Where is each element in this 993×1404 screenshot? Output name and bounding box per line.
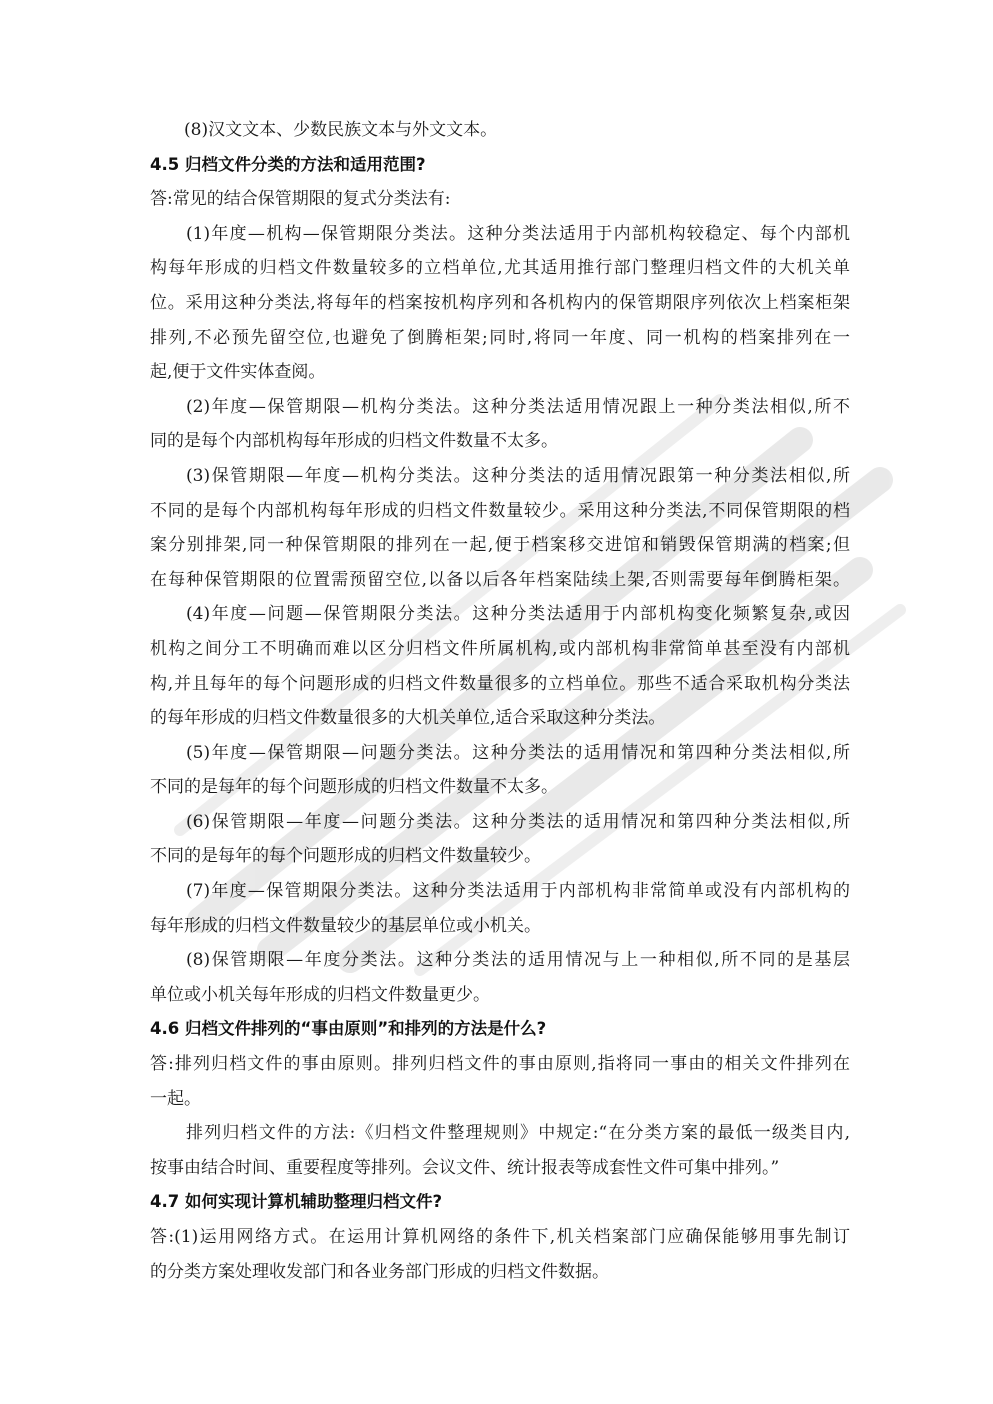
paragraph-line: 排列归档文件的方法:《归档文件整理规则》中规定:“在分类方案的最低一级类目内, (186, 1123, 850, 1144)
paragraph-line: (3)保管期限—年度—机构分类法。这种分类法的适用情况跟第一种分类法相似,所 (186, 465, 850, 486)
paragraph-line: 排列,不必预先留空位,也避免了倒腾柜架;同时,将同一年度、同一机构的档案排列在一 (150, 327, 850, 348)
paragraph-line: 答:排列归档文件的事由原则。排列归档文件的事由原则,指将同一事由的相关文件排列在 (150, 1054, 850, 1075)
paragraph-line: 起,便于文件实体查阅。 (150, 362, 326, 383)
paragraph-line: 答:(1)运用网络方式。在运用计算机网络的条件下,机关档案部门应确保能够用事先制订 (150, 1227, 850, 1247)
paragraph-line: 构,并且每年的每个问题形成的归档文件数量很多的立档单位。那些不适合采取机构分类法 (150, 673, 850, 694)
paragraph-line: 一起。 (150, 1088, 201, 1109)
paragraph-line: 单位或小机关每年形成的归档文件数量更少。 (150, 984, 490, 1005)
paragraph-line: 位。采用这种分类法,将每年的档案按机构序列和各机构内的保管期限序列依次上档案柜架 (150, 292, 850, 313)
paragraph-line: (4)年度—问题—保管期限分类法。这种分类法适用于内部机构变化频繁复杂,或因 (186, 604, 850, 625)
paragraph-line: 不同的是每年的每个问题形成的归档文件数量不太多。 (150, 777, 558, 798)
paragraph-line: (2)年度—保管期限—机构分类法。这种分类法适用情况跟上一种分类法相似,所不 (186, 396, 850, 417)
paragraph-line: 的每年形成的归档文件数量很多的大机关单位,适合采取这种分类法。 (150, 708, 666, 729)
section-heading: 4.5 归档文件分类的方法和适用范围? (150, 154, 426, 174)
paragraph-line: (7)年度—保管期限分类法。这种分类法适用于内部机构非常简单或没有内部机构的 (186, 881, 850, 902)
paragraph-line: 不同的是每个内部机构每年形成的归档文件数量较少。采用这种分类法,不同保管期限的档 (150, 500, 850, 521)
paragraph-line: 同的是每个内部机构每年形成的归档文件数量不太多。 (150, 431, 558, 452)
section-heading: 4.7 如何实现计算机辅助整理归档文件? (150, 1192, 443, 1212)
paragraph-line: 案分别排架,同一种保管期限的排列在一起,便于档案移交进馆和销毁保管期满的档案;但 (150, 535, 850, 556)
paragraph-line: (6)保管期限—年度—问题分类法。这种分类法的适用情况和第四种分类法相似,所 (186, 811, 850, 832)
paragraph-line: (8)保管期限—年度分类法。这种分类法的适用情况与上一种相似,所不同的是基层 (186, 950, 850, 971)
paragraph-line: 机构之间分工不明确而难以区分归档文件所属机构,或内部机构非常简单甚至没有内部机 (150, 638, 850, 659)
section-heading: 4.6 归档文件排列的“事由原则”和排列的方法是什么? (150, 1019, 547, 1039)
paragraph-line: (5)年度—保管期限—问题分类法。这种分类法的适用情况和第四种分类法相似,所 (186, 742, 850, 763)
paragraph-line: 的分类方案处理收发部门和各业务部门形成的归档文件数据。 (150, 1261, 609, 1282)
paragraph-line: 构每年形成的归档文件数量较多的立档单位,尤其适用推行部门整理归档文件的大机关单 (150, 258, 850, 279)
paragraph-line: 不同的是每年的每个问题形成的归档文件数量较少。 (150, 846, 541, 867)
paragraph-line: 按事由结合时间、重要程度等排列。会议文件、统计报表等成套性文件可集中排列。” (150, 1157, 780, 1178)
document-body (150, 113, 850, 1289)
paragraph-line: (1)年度—机构—保管期限分类法。这种分类法适用于内部机构较稳定、每个内部机 (186, 223, 850, 244)
paragraph-line: (8)汉文文本、少数民族文本与外文文本。 (184, 120, 498, 140)
paragraph-line: 每年形成的归档文件数量较少的基层单位或小机关。 (150, 915, 541, 936)
paragraph-line: 在每种保管期限的位置需预留空位,以备以后各年档案陆续上架,否则需要每年倒腾柜架。 (150, 569, 850, 590)
paragraph-line: 答:常见的结合保管期限的复式分类法有: (150, 189, 451, 210)
